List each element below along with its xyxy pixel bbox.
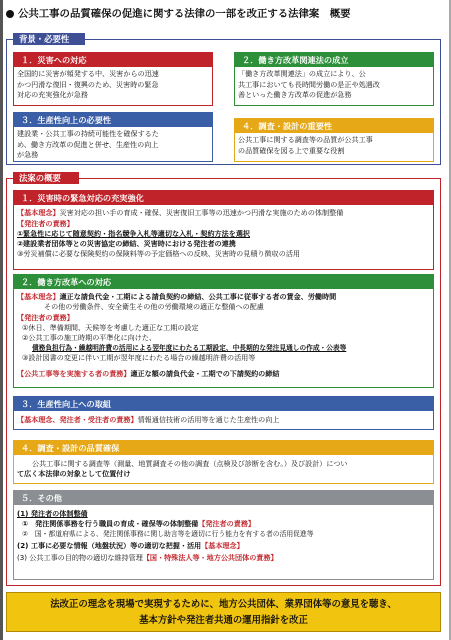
background-item-survey <box>234 118 434 162</box>
summary-line: ① 発注関係事務を行う職員の育成・確保等の体制整備 <box>22 519 199 528</box>
summary-line: (1) 発注者の体制整備 <box>17 509 88 518</box>
summary-head: ４．調査・設計の品質確保 <box>14 441 433 455</box>
summary-workstyle <box>13 274 434 388</box>
summary-line: その他の労働条件、安全衛生その他の労働環境の適正な整備への配慮 <box>44 302 264 311</box>
background-item-workstyle <box>234 52 434 106</box>
background-item-head: １．災害への対応 <box>14 53 212 67</box>
summary-head: １．災害時の緊急対応の充実強化 <box>14 191 433 205</box>
summary-head: ３．生産性向上への取組 <box>14 397 433 411</box>
summary-line: ③労災補償に必要な保険契約の保険料等の予定価格への反映、災害時の見積り徴収の活用 <box>17 249 301 258</box>
label-orderer: 【発注者の責務】 <box>17 313 74 322</box>
summary-disaster <box>13 190 434 270</box>
background-item-disaster <box>13 52 213 106</box>
summary-line: ②公共工事の施工時期の平準化に向けた、 <box>22 333 157 342</box>
page-title <box>6 5 351 20</box>
background-item-line: 「働き方改革関連法」の成立により、公 <box>238 69 366 78</box>
summary-line: ② 国・都道府県による、発注関係事務に関し助言等を適切に行う能力を有する者の活用促進等 <box>22 530 314 538</box>
background-item-head: ２．働き方改革関連法の成立 <box>235 53 433 67</box>
summary-line: 適正な額の請負代金・工期での下請契約の締結 <box>130 369 280 378</box>
footer-line: 基本方針や発注者共通の運用指針を改正 <box>139 615 308 626</box>
label-state: 【国・特殊法人等・地方公共団体の責務】 <box>142 553 278 562</box>
background-item-line: 公共工事に関する調査等の品質が公共工事 <box>238 135 373 144</box>
title-text: 公共工事の品質確保の促進に関する法律の一部を改正する法律案 概要 <box>18 8 351 20</box>
summary-other <box>13 490 434 580</box>
summary-line: 情報通信技術の活用等を通じた生産性の向上 <box>137 415 280 424</box>
label-orderer: 【発注者の責務】 <box>17 219 74 228</box>
label-basic: 【基本理念】 <box>201 541 244 550</box>
background-item-head: ３．生産性向上の必要性 <box>14 113 212 127</box>
background-item-line: 全国的に災害が頻発する中、災害からの迅速 <box>17 69 159 78</box>
label-basic: 【基本理念】 <box>17 292 60 301</box>
summary-tag: 法案の概要 <box>13 172 79 184</box>
footer-banner <box>6 592 441 632</box>
background-item-line: かつ円滑な復旧・復興のため、災害時の緊急 <box>17 79 159 89</box>
summary-head: ２．働き方改革への対応 <box>14 275 433 289</box>
summary-productivity <box>13 396 434 430</box>
background-item-line: 共工事においても長時間労働の是正や処遇改 <box>238 79 380 89</box>
summary-line: ③設計図書の変更に伴い工期が翌年度にわたる場合の繰越明許費の活用等 <box>22 353 256 362</box>
background-item-line: め、働き方改革の促進と併せ、生産性の向上 <box>17 139 159 149</box>
summary-line: (3) 公共工事の目的物の適切な維持管理 <box>17 553 143 562</box>
summary-line: て広く本法律の対象として位置付け <box>17 469 131 478</box>
summary-line: 災害対応の担い手の育成・確保、災害復旧工事等の迅速かつ円滑な実施のための体制整備 <box>59 208 344 217</box>
footer-line: 法改正の理念を現場で実現するために、地方公共団体、業界団体等の意見を聴き、 <box>50 599 397 610</box>
label-contractor: 【公共工事等を実施する者の責務】 <box>17 369 131 378</box>
background-item-line: の品質確保を図る上で重要な役割 <box>238 145 345 155</box>
label-basic-orderer: 【基本理念、発注者・受注者の責務】 <box>17 415 138 424</box>
label-basic: 【基本理念】 <box>17 208 60 217</box>
label-orderer: 【発注者の責務】 <box>198 519 256 528</box>
summary-line: ②建設業者団体等との災害協定の締結、災害時における発注者の連携 <box>17 239 236 248</box>
summary-line: 適正な請負代金・工期による請負契約の締結、公共工事に従事する者の賃金、労働時間 <box>59 292 337 301</box>
background-item-productivity <box>13 112 213 162</box>
summary-survey <box>13 440 434 484</box>
background-item-line: 善といった働き方改革の促進が急務 <box>238 90 352 100</box>
background-item-line: が急務 <box>17 150 39 160</box>
summary-line: 公共工事に関する調査等（測量、地質調査その他の調査（点検及び診断を含む。）及び設計）につい <box>32 459 348 468</box>
summary-line: (2) 工事に必要な情報（地盤状況）等の適切な把握・活用 <box>17 541 202 550</box>
background-item-head: ４．調査・設計の重要性 <box>235 119 433 133</box>
bullet-icon <box>6 10 14 18</box>
background-tag: 背景・必要性 <box>13 33 85 45</box>
summary-head: ５．その他 <box>14 491 433 505</box>
summary-line: 債務負担行為・繰越明許費の活用による翌年度にわたる工期設定、中長期的な発注見通しの作成・公表等 <box>32 344 347 352</box>
background-item-line: 建設業・公共工事の持続可能性を確保するた <box>17 129 159 138</box>
summary-line: ①休日、準備期間、天候等を考慮した適正な工期の設定 <box>22 323 199 332</box>
summary-line: ①緊急性に応じて随意契約・指名競争入札等適切な入札・契約方法を選択 <box>17 229 251 238</box>
background-item-line: 対応の充実強化が急務 <box>17 90 88 100</box>
